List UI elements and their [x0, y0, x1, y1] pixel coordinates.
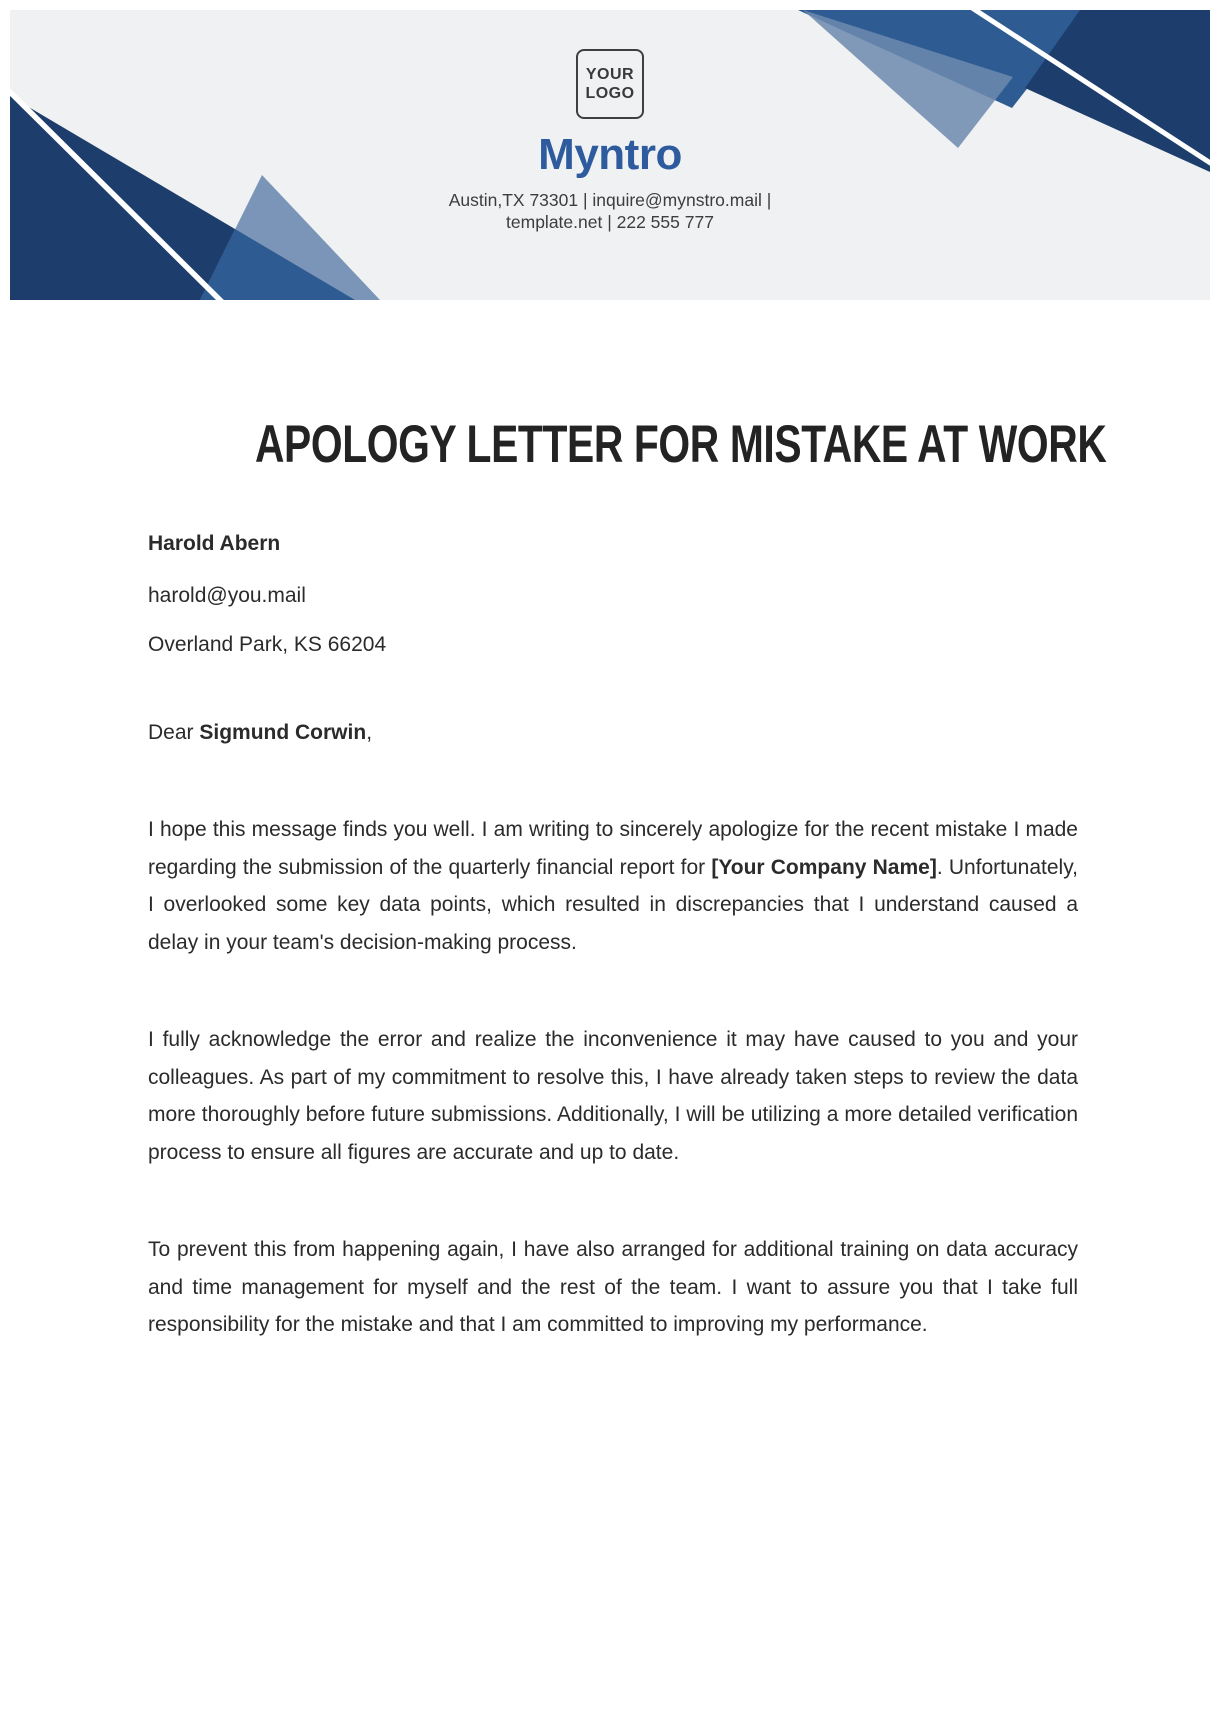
sender-name: Harold Abern — [148, 532, 281, 555]
sender-email: harold@you.mail — [148, 584, 306, 607]
contact-info — [449, 189, 772, 233]
contact-line-1: Austin,TX 73301 | inquire@mynstro.mail | — [448, 190, 772, 210]
letter-title: APOLOGY LETTER FOR MISTAKE AT WORK — [254, 415, 1107, 474]
header-band — [10, 10, 1210, 300]
paragraph-2: I fully acknowledge the error and realize the inconvenience it may have caused to you and your colleagues. As part of my commitment to resolve this, I have already taken steps to review the data more thoroughly before future submissions. Additionally, I will be utilizing a more detailed verification process to ensure all figures are accurate and up to date. — [148, 1028, 1078, 1164]
contact-line-2: template.net | 222 555 777 — [506, 212, 714, 232]
letter-body — [148, 300, 1107, 1344]
sender-location: Overland Park, KS 66204 — [148, 633, 387, 656]
header-content — [10, 10, 1210, 300]
paragraph-1: I hope this message finds you well. I am writing to sincerely apologize for the recent mistake I made regarding the submission of the quarterly financial report for [Your Company Name]. Unfortunately, I overlooked some key data points, which resulted in discrepancies that I understand caused a delay in your team's decision-making process. — [148, 818, 1078, 954]
paragraph-3: To prevent this from happening again, I have also arranged for additional training on data accuracy and time management for myself and the rest of the team. I want to assure you that I take full responsibility for the mistake and that I am committed to improving my performance. — [148, 1238, 1078, 1336]
logo-text-line2: LOGO — [585, 85, 635, 102]
company-logo — [576, 49, 644, 119]
greeting: Dear Sigmund Corwin, — [148, 721, 373, 744]
company-name: Myntro — [538, 130, 682, 179]
logo-text-line1: YOUR — [585, 66, 635, 83]
